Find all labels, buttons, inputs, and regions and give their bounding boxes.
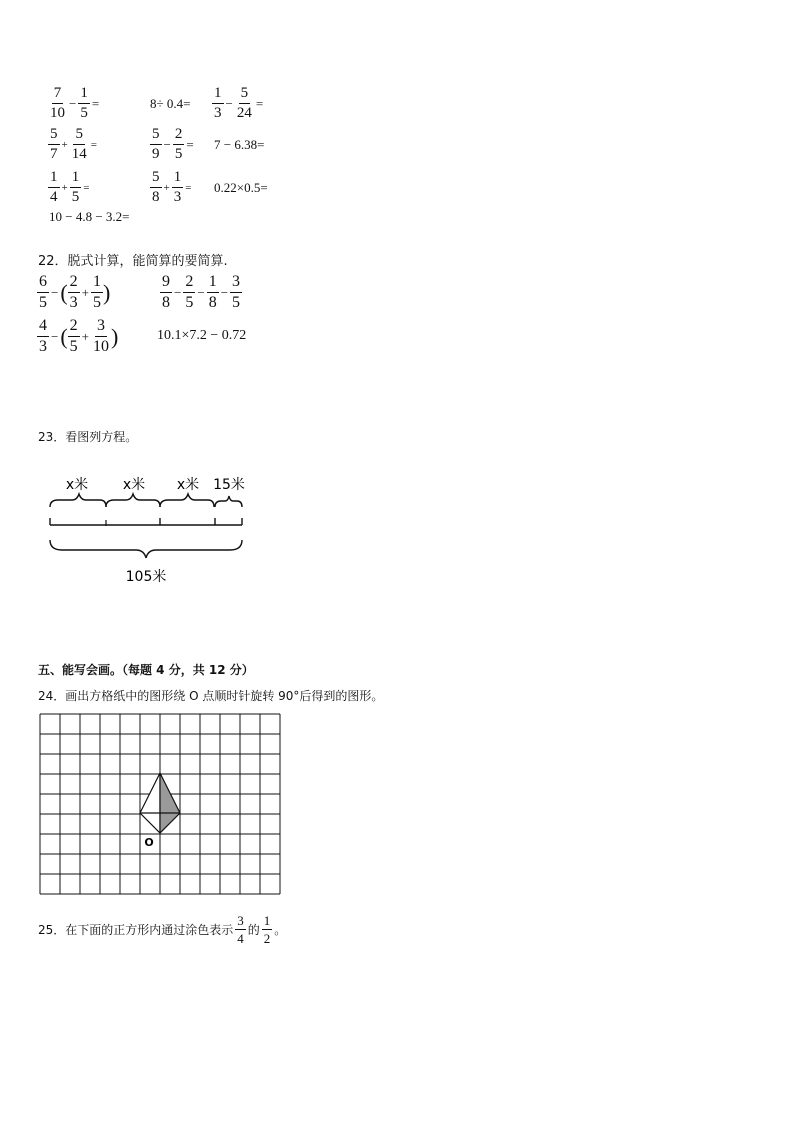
section-5-title: 五、能写会画。（每题 4 分，共 12 分） <box>38 663 254 677</box>
q22-expression-1: $\frac{6}{5}$ − ( $\frac{2}{3}$ + $\frac{1}{5}$ ) <box>39 273 111 311</box>
segment-label-3: x米 <box>176 477 200 493</box>
fraction: $\frac{5}{24}$ <box>236 85 252 121</box>
calc-5-7-plus-5-14: $\frac{5}{7}$ + $\frac{5}{14}$ = <box>50 126 97 162</box>
fraction: $\frac{1}{5}$ <box>71 169 80 205</box>
kite-left-half <box>140 773 160 833</box>
fraction: $\frac{5}{8}$ <box>152 169 160 205</box>
q24-title: 24．画出方格纸中的图形绕 O 点顺时针旋转 90°后得到的图形。 <box>38 689 384 703</box>
segment-label-1: x米 <box>65 477 89 493</box>
calc-1-3-minus-5-24: $\frac{1}{3}$ − $\frac{5}{24}$ = <box>214 85 264 121</box>
fraction: $\frac{4}{3}$ <box>39 317 47 355</box>
fraction: $\frac{5}{14}$ <box>71 126 87 162</box>
calc-8-div-0-4: 8÷ 0.4= <box>150 96 191 111</box>
calc-7-10-minus-1-5: $\frac{7}{10}$ − $\frac{1}{5}$ = <box>50 85 100 121</box>
q23-title: 23．看图列方程。 <box>38 430 138 444</box>
calc-0-22-times-0-5: 0.22×0.5= <box>214 180 268 195</box>
top-brace-3 <box>160 494 214 507</box>
fraction-3-4: $\frac{3}{4}$ <box>237 913 244 946</box>
fraction: $\frac{1}{8}$ <box>208 273 217 311</box>
fraction-1-2: $\frac{1}{2}$ <box>263 913 271 946</box>
fraction: $\frac{6}{5}$ <box>39 273 47 311</box>
kite-right-half-shaded <box>160 773 180 833</box>
fraction: $\frac{3}{10}$ <box>93 317 110 355</box>
calc-7-minus-6-38: 7 − 6.38= <box>214 137 265 152</box>
fraction: $\frac{7}{10}$ <box>50 85 65 121</box>
fraction: $\frac{2}{5}$ <box>69 317 78 355</box>
calc-5-8-plus-1-3: $\frac{5}{8}$ + $\frac{1}{3}$ = <box>152 169 192 205</box>
segment-label-2: x米 <box>122 477 146 493</box>
rotation-point-O: O <box>144 836 154 849</box>
fraction: $\frac{1}{4}$ <box>50 169 58 205</box>
fraction: $\frac{5}{9}$ <box>152 126 160 162</box>
fraction: $\frac{1}{5}$ <box>93 273 102 311</box>
segment-label-4: 15米 <box>213 477 245 493</box>
fraction: $\frac{9}{8}$ <box>162 273 170 311</box>
segment-diagram <box>38 470 268 590</box>
q22-expression-4: 10.1×7.2 − 0.72 <box>157 328 247 343</box>
fraction: $\frac{2}{5}$ <box>174 126 183 162</box>
fraction: $\frac{2}{3}$ <box>69 273 78 311</box>
bottom-brace <box>50 540 242 558</box>
fraction: $\frac{1}{5}$ <box>80 85 88 121</box>
fraction: $\frac{1}{3}$ <box>173 169 182 205</box>
total-length-label: 105米 <box>125 569 167 585</box>
top-brace-4 <box>215 496 242 507</box>
calc-10-minus-4-8-minus-3-2: 10 − 4.8 − 3.2= <box>49 209 130 224</box>
grid-paper <box>38 712 283 898</box>
q22-title: 22．脱式计算，能简算的要简算. <box>38 254 228 269</box>
fraction: $\frac{5}{7}$ <box>50 126 58 162</box>
fraction: $\frac{1}{3}$ <box>214 85 222 121</box>
top-brace-2 <box>106 494 160 507</box>
q22-expression-3: $\frac{4}{3}$ − ( $\frac{2}{5}$ + $\frac{3}{10}$ ) <box>39 317 119 355</box>
fraction: $\frac{3}{5}$ <box>232 273 241 311</box>
q25-title: 25．在下面的正方形内通过涂色表示 $\frac{3}{4}$ 的 $\frac{1}{2}$ 。 <box>38 913 287 946</box>
fraction: $\frac{2}{5}$ <box>185 273 194 311</box>
q22-expression-2: $\frac{9}{8}$ − $\frac{2}{5}$ − $\frac{1}{8}$ − $\frac{3}{5}$ <box>162 273 241 311</box>
calc-1-4-plus-1-5: $\frac{1}{4}$ + $\frac{1}{5}$ = <box>50 169 90 205</box>
calc-5-9-minus-2-5: $\frac{5}{9}$ − $\frac{2}{5}$ = <box>152 126 194 162</box>
top-brace-1 <box>50 494 106 507</box>
